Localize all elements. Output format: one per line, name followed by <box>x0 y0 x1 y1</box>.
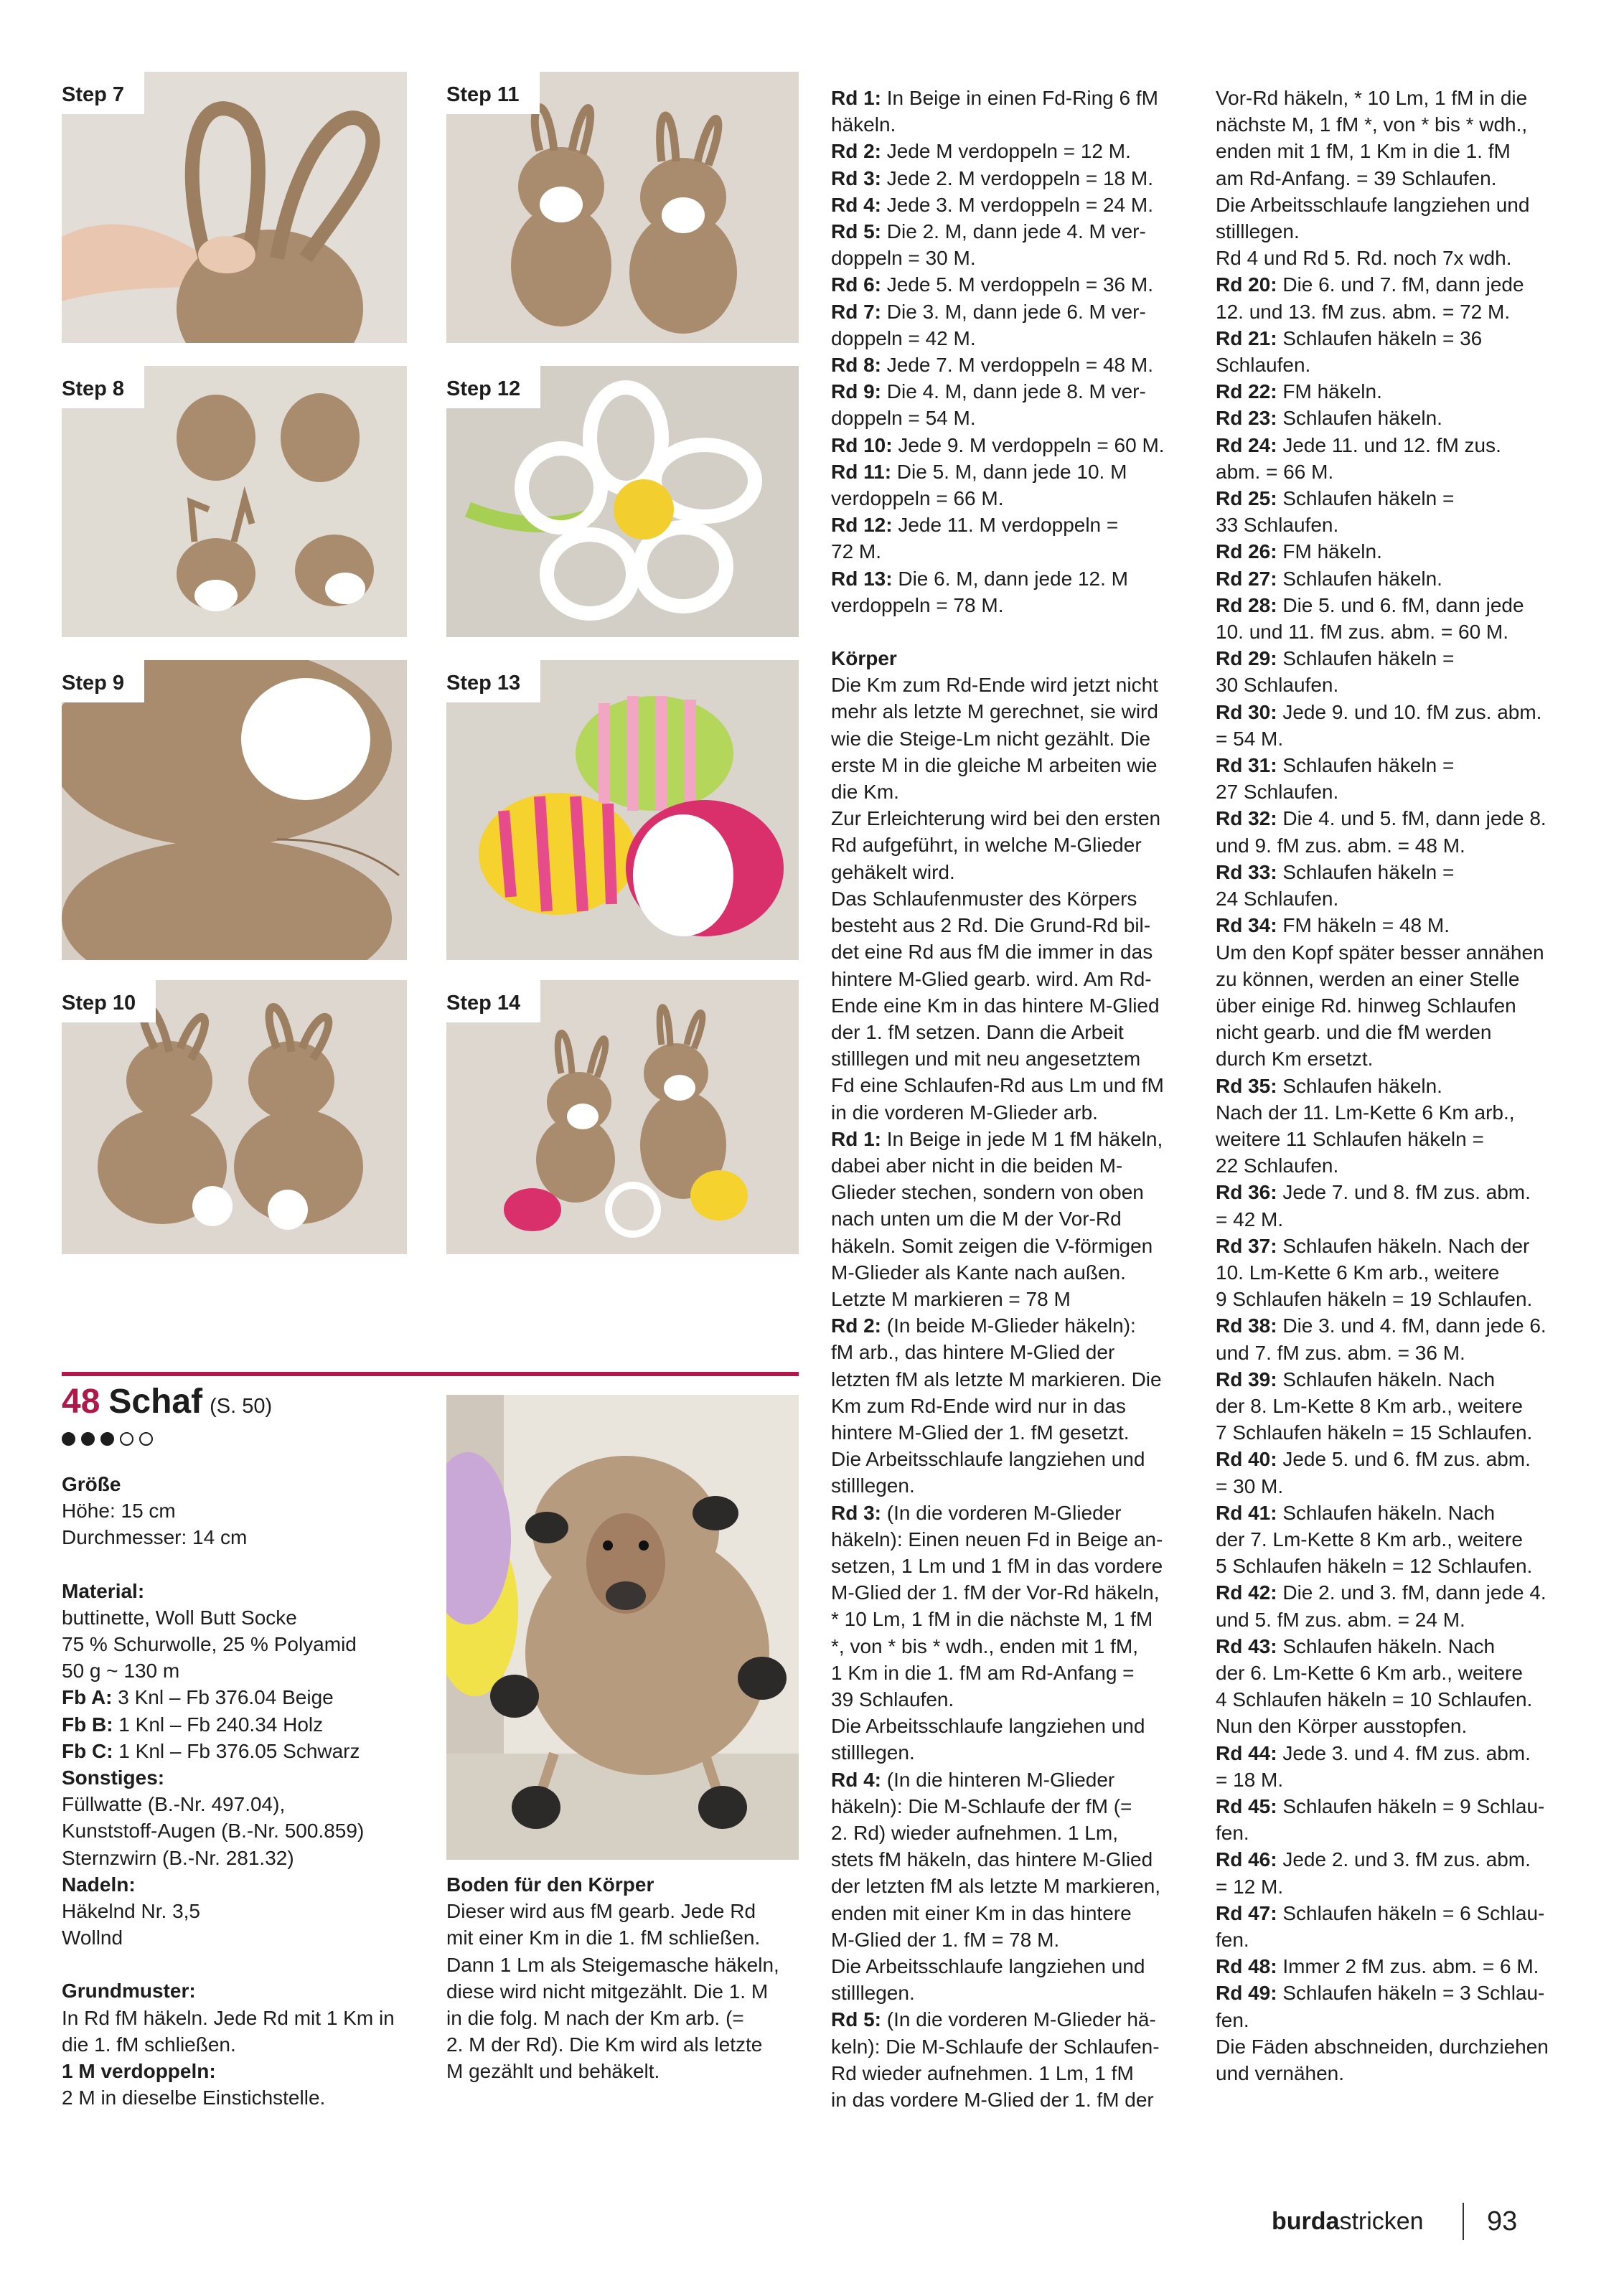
round-20-cont: 12. und 13. fM zus. abm. = 72 M. <box>1216 300 1511 323</box>
basic-pattern-line: die 1. fM schließen. <box>62 2033 236 2056</box>
round-39-cont: der 8. Lm-Kette 8 Km arb., weitere <box>1216 1394 1523 1417</box>
base-column <box>446 1871 820 2085</box>
body-line: erste M in die gleiche M arbeiten wie <box>831 753 1158 776</box>
base-line: in die folg. M nach der Km arb. (= <box>446 2007 744 2030</box>
body-line: Fd eine Schlaufen-Rd aus Lm und fM <box>831 1074 1164 1097</box>
body-round-1-cont: nach unten um die M der Vor-Rd <box>831 1208 1122 1231</box>
body-line: det eine Rd aus fM die immer in das <box>831 941 1153 964</box>
round-24: Rd 24: Jede 11. und 12. fM zus. <box>1216 433 1501 456</box>
photo-step-13 <box>446 660 799 960</box>
body-round-3-cont: *, von * bis * wdh., enden mit 1 fM, <box>831 1634 1138 1657</box>
instructions-column-2 <box>1216 85 1603 2086</box>
body-line: mehr als letzte M gerechnet, sie wird <box>831 700 1158 723</box>
round-22: Rd 22: FM häkeln. <box>1216 380 1382 403</box>
size-heading: Größe <box>62 1473 121 1495</box>
photo-step-11 <box>446 72 799 343</box>
round-24-cont: abm. = 66 M. <box>1216 460 1334 483</box>
basic-pattern-line: In Rd fM häkeln. Jede Rd mit 1 Km in <box>62 2006 395 2029</box>
round-38-cont: und 7. fM zus. abm. = 36 M. <box>1216 1341 1465 1364</box>
body-round-4-cont: stets fM häkeln, das hintere M-Glied <box>831 1848 1153 1871</box>
round-35-cont: Nach der 11. Lm-Kette 6 Km arb., <box>1216 1101 1515 1124</box>
body-round-3-cont: M-Glied der 1. fM der Vor-Rd häkeln, <box>831 1581 1160 1604</box>
body-round-5-cont: in das vordere M-Glied der 1. fM der <box>831 2089 1154 2112</box>
page-number: 93 <box>1487 2206 1518 2236</box>
round-37-cont: 10. Lm-Kette 6 Km arb., weitere <box>1216 1261 1500 1284</box>
round-41-cont: 5 Schlaufen häkeln = 12 Schlaufen. <box>1216 1555 1533 1578</box>
body-round-5-cont: keln): Die M-Schlaufe der Schlaufen- <box>831 2035 1160 2058</box>
round-36: Rd 36: Jede 7. und 8. fM zus. abm. <box>1216 1181 1531 1204</box>
cont-line: Rd 4 und Rd 5. Rd. noch 7x wdh. <box>1216 247 1512 270</box>
needles-heading: Nadeln: <box>62 1873 136 1896</box>
round-12-cont: 72 M. <box>831 540 882 563</box>
round-28-cont: 10. und 11. fM zus. abm. = 60 M. <box>1216 621 1509 644</box>
round-5-cont: doppeln = 30 M. <box>831 247 976 270</box>
round-12: Rd 12: Jede 11. M verdoppeln = <box>831 514 1119 537</box>
difficulty-dot-empty <box>120 1432 133 1446</box>
round-44-cont: = 18 M. <box>1216 1768 1284 1791</box>
round-49-cont: fen. <box>1216 2008 1249 2031</box>
color-a: Fb A: 3 Knl – Fb 376.04 Beige <box>62 1686 334 1709</box>
footer-divider <box>1463 2203 1464 2240</box>
body-heading: Körper <box>831 647 897 670</box>
round-26: Rd 26: FM häkeln. <box>1216 540 1382 563</box>
needles-line: Wollnd <box>62 1926 123 1949</box>
base-line: mit einer Km in die 1. fM schließen. <box>446 1926 761 1949</box>
step-8-label: Step 8 <box>62 366 144 408</box>
round-9-cont: doppeln = 54 M. <box>831 407 976 430</box>
step-11-label: Step 11 <box>446 72 540 114</box>
note-line: nicht gearb. und die fM werden <box>1216 1021 1492 1044</box>
cont-line: nächste M, 1 fM *, von * bis * wdh., <box>1216 113 1528 136</box>
round-30: Rd 30: Jede 9. und 10. fM zus. abm. <box>1216 700 1542 723</box>
material-heading: Material: <box>62 1579 145 1602</box>
body-line: gehäkelt wird. <box>831 860 955 883</box>
round-39: Rd 39: Schlaufen häkeln. Nach <box>1216 1368 1496 1391</box>
photo-sheep <box>446 1395 799 1860</box>
round-43-cont: Nun den Körper ausstopfen. <box>1216 1715 1468 1738</box>
round-27: Rd 27: Schlaufen häkeln. <box>1216 567 1442 590</box>
round-1-cont: häkeln. <box>831 113 896 136</box>
round-35-cont: 22 Schlaufen. <box>1216 1154 1339 1177</box>
note-line: durch Km ersetzt. <box>1216 1048 1374 1071</box>
size-diameter: Durchmesser: 14 cm <box>62 1526 248 1549</box>
round-41: Rd 41: Schlaufen häkeln. Nach <box>1216 1501 1496 1524</box>
round-42-cont: und 5. fM zus. abm. = 24 M. <box>1216 1608 1465 1631</box>
photo-step-14 <box>446 980 799 1254</box>
body-round-3-cont: * 10 Lm, 1 fM in die nächste M, 1 fM <box>831 1608 1153 1631</box>
round-39-cont: 7 Schlaufen häkeln = 15 Schlaufen. <box>1216 1421 1533 1444</box>
misc-line: Füllwatte (B.-Nr. 497.04), <box>62 1793 286 1816</box>
round-7: Rd 7: Die 3. M, dann jede 6. M ver- <box>831 300 1146 323</box>
section-rule <box>62 1372 799 1376</box>
body-line: Zur Erleichterung wird bei den ersten <box>831 807 1161 830</box>
step-14-label: Step 14 <box>446 980 540 1022</box>
round-23: Rd 23: Schlaufen häkeln. <box>1216 407 1442 430</box>
body-round-3-cont: Die Arbeitsschlaufe langziehen und <box>831 1715 1145 1738</box>
step-7-label: Step 7 <box>62 72 144 114</box>
round-37: Rd 37: Schlaufen häkeln. Nach der <box>1216 1234 1530 1257</box>
body-round-2-cont: hintere M-Glied der 1. fM gesetzt. <box>831 1421 1130 1444</box>
material-line: 75 % Schurwolle, 25 % Polyamid <box>62 1633 357 1656</box>
round-11: Rd 11: Die 5. M, dann jede 10. M <box>831 460 1127 483</box>
round-35-cont: weitere 11 Schlaufen häkeln = <box>1216 1127 1484 1150</box>
round-21-cont: Schlaufen. <box>1216 354 1311 377</box>
body-round-1-cont: Letzte M markieren = 78 M <box>831 1287 1071 1310</box>
increase-heading: 1 M verdoppeln: <box>62 2060 216 2083</box>
body-round-2-cont: Die Arbeitsschlaufe langziehen und <box>831 1448 1145 1471</box>
round-49: Rd 49: Schlaufen häkeln = 3 Schlau- <box>1216 1982 1545 2005</box>
body-round-4-cont: der letzten fM als letzte M markieren, <box>831 1875 1161 1898</box>
body-round-5: Rd 5: (In die vorderen M-Glieder hä- <box>831 2008 1156 2031</box>
needles-line: Häkelnd Nr. 3,5 <box>62 1900 200 1923</box>
body-round-2-cont: Km zum Rd-Ende wird nur in das <box>831 1394 1126 1417</box>
round-41-cont: der 7. Lm-Kette 8 Km arb., weitere <box>1216 1528 1523 1551</box>
round-21: Rd 21: Schlaufen häkeln = 36 <box>1216 326 1483 349</box>
round-10: Rd 10: Jede 9. M verdoppeln = 60 M. <box>831 433 1165 456</box>
body-round-3-cont: 39 Schlaufen. <box>831 1688 954 1711</box>
difficulty-rating <box>62 1432 159 1446</box>
body-line: Das Schlaufenmuster des Körpers <box>831 887 1137 910</box>
step-12-label: Step 12 <box>446 366 540 408</box>
body-round-1-cont: Glieder stechen, sondern von oben <box>831 1181 1144 1204</box>
body-round-4-cont: häkeln): Die M-Schlaufe der fM (= <box>831 1794 1132 1817</box>
round-31-cont: 27 Schlaufen. <box>1216 781 1339 804</box>
body-line: besteht aus 2 Rd. Die Grund-Rd bil- <box>831 914 1151 937</box>
round-29: Rd 29: Schlaufen häkeln = <box>1216 647 1455 670</box>
round-5: Rd 5: Die 2. M, dann jede 4. M ver- <box>831 220 1146 243</box>
round-43-cont: 4 Schlaufen häkeln = 10 Schlaufen. <box>1216 1688 1533 1711</box>
instructions-column-1 <box>831 85 1204 2113</box>
round-40: Rd 40: Jede 5. und 6. fM zus. abm. <box>1216 1448 1531 1471</box>
body-line: wie die Steige-Lm nicht gezählt. Die <box>831 727 1151 750</box>
body-round-4-cont: enden mit einer Km in das hintere <box>831 1901 1132 1924</box>
cont-line: am Rd-Anfang. = 39 Schlaufen. <box>1216 166 1497 189</box>
body-line: Ende eine Km in das hintere M-Glied <box>831 994 1160 1017</box>
round-48: Rd 48: Immer 2 fM zus. abm. = 6 M. <box>1216 1955 1539 1978</box>
body-round-4: Rd 4: (In die hinteren M-Glieder <box>831 1768 1115 1791</box>
round-43-cont: der 6. Lm-Kette 6 Km arb., weitere <box>1216 1661 1523 1684</box>
color-b: Fb B: 1 Knl – Fb 240.34 Holz <box>62 1713 324 1736</box>
cont-line: enden mit 1 fM, 1 Km in die 1. fM <box>1216 140 1511 163</box>
base-line: 2. M der Rd). Die Km wird als letzte <box>446 2033 763 2056</box>
material-line: buttinette, Woll Butt Socke <box>62 1606 297 1629</box>
round-33-cont: 24 Schlaufen. <box>1216 888 1339 911</box>
brand-logo: burdastricken <box>1272 2208 1424 2235</box>
body-round-4-cont: stilllegen. <box>831 1982 915 2005</box>
step-13-label: Step 13 <box>446 660 540 702</box>
round-47-cont: fen. <box>1216 1929 1249 1952</box>
body-round-3-cont: setzen, 1 Lm und 1 fM in das vordere <box>831 1554 1163 1577</box>
base-heading: Boden für den Körper <box>446 1873 654 1896</box>
round-45-cont: fen. <box>1216 1822 1249 1845</box>
body-round-1-cont: dabei aber nicht in die beiden M- <box>831 1154 1123 1177</box>
note-line: über einige Rd. hinweg Schlaufen <box>1216 994 1516 1017</box>
body-round-4-cont: M-Glied der 1. fM = 78 M. <box>831 1928 1060 1951</box>
body-round-4-cont: 2. Rd) wieder aufnehmen. 1 Lm, <box>831 1822 1118 1844</box>
crochet-sheep-image <box>446 1395 799 1860</box>
note-line: Um den Kopf später besser annähen <box>1216 941 1544 964</box>
round-46-cont: = 12 M. <box>1216 1875 1284 1898</box>
round-46: Rd 46: Jede 2. und 3. fM zus. abm. <box>1216 1848 1531 1871</box>
round-32: Rd 32: Die 4. und 5. fM, dann jede 8. <box>1216 807 1546 830</box>
body-round-2-cont: stilllegen. <box>831 1474 915 1497</box>
base-line: Dann 1 Lm als Steigemasche häkeln, <box>446 1953 779 1976</box>
round-40-cont: = 30 M. <box>1216 1474 1284 1497</box>
base-line: M gezählt und behäkelt. <box>446 2060 660 2083</box>
body-round-3: Rd 3: (In die vorderen M-Glieder <box>831 1501 1122 1524</box>
page-footer <box>1272 2206 1518 2236</box>
base-line: diese wird nicht mitgezählt. Die 1. M <box>446 1980 769 2003</box>
body-line: Die Km zum Rd-Ende wird jetzt nicht <box>831 674 1158 697</box>
body-line: in die vorderen M-Glieder arb. <box>831 1101 1098 1124</box>
misc-line: Sternzwirn (B.-Nr. 281.32) <box>62 1846 294 1869</box>
round-38: Rd 38: Die 3. und 4. fM, dann jede 6. <box>1216 1314 1546 1337</box>
photo-step-9 <box>62 660 407 960</box>
round-37-cont: 9 Schlaufen häkeln = 19 Schlaufen. <box>1216 1288 1533 1311</box>
body-line: der 1. fM setzen. Dann die Arbeit <box>831 1020 1124 1043</box>
body-round-3-cont: stilllegen. <box>831 1741 915 1764</box>
note-line: zu können, werden an einer Stelle <box>1216 967 1520 990</box>
difficulty-dot-filled <box>100 1432 114 1446</box>
base-line: Dieser wird aus fM gearb. Jede Rd <box>446 1900 756 1923</box>
body-round-2-cont: fM arb., das hintere M-Glied der <box>831 1341 1115 1364</box>
round-28: Rd 28: Die 5. und 6. fM, dann jede <box>1216 593 1524 616</box>
round-44: Rd 44: Jede 3. und 4. fM zus. abm. <box>1216 1741 1531 1764</box>
round-13-cont: verdoppeln = 78 M. <box>831 593 1004 616</box>
materials-column <box>62 1471 435 2111</box>
round-43: Rd 43: Schlaufen häkeln. Nach <box>1216 1634 1496 1657</box>
body-round-4-cont: Die Arbeitsschlaufe langziehen und <box>831 1955 1145 1978</box>
round-6: Rd 6: Jede 5. M verdoppeln = 36 M. <box>831 273 1153 296</box>
body-line: hintere M-Glied gearb. wird. Am Rd- <box>831 967 1152 990</box>
body-round-1-cont: M-Glieder als Kante nach außen. <box>831 1261 1126 1284</box>
round-1: Rd 1: In Beige in einen Fd-Ring 6 fM <box>831 87 1158 109</box>
cont-line: stilllegen. <box>1216 220 1300 243</box>
pattern-name: Schaf <box>108 1383 203 1421</box>
round-8: Rd 8: Jede 7. M verdoppeln = 48 M. <box>831 354 1153 377</box>
pattern-number: 48 <box>62 1383 100 1421</box>
round-33: Rd 33: Schlaufen häkeln = <box>1216 860 1455 883</box>
round-47: Rd 47: Schlaufen häkeln = 6 Schlau- <box>1216 1901 1545 1924</box>
round-45: Rd 45: Schlaufen häkeln = 9 Schlau- <box>1216 1795 1545 1817</box>
round-30-cont: = 54 M. <box>1216 727 1284 750</box>
basic-pattern-heading: Grundmuster: <box>62 1980 196 2003</box>
round-34: Rd 34: FM häkeln = 48 M. <box>1216 914 1450 937</box>
difficulty-dot-empty <box>139 1432 153 1446</box>
difficulty-dot-filled <box>62 1432 75 1446</box>
body-round-3-cont: 1 Km in die 1. fM am Rd-Anfang = <box>831 1661 1135 1684</box>
photo-step-8 <box>62 366 407 637</box>
body-line: stilllegen und mit neu angesetztem <box>831 1048 1141 1071</box>
round-4: Rd 4: Jede 3. M verdoppeln = 24 M. <box>831 193 1153 216</box>
round-42: Rd 42: Die 2. und 3. fM, dann jede 4. <box>1216 1581 1546 1604</box>
round-35: Rd 35: Schlaufen häkeln. <box>1216 1074 1442 1097</box>
round-11-cont: verdoppeln = 66 M. <box>831 487 1004 510</box>
cont-line: Vor-Rd häkeln, * 10 Lm, 1 fM in die <box>1216 87 1528 109</box>
material-line: 50 g ~ 130 m <box>62 1660 180 1683</box>
color-c: Fb C: 1 Knl – Fb 376.05 Schwarz <box>62 1739 360 1762</box>
round-7-cont: doppeln = 42 M. <box>831 326 976 349</box>
striped-eggs-image <box>446 660 799 960</box>
finish-line: und vernähen. <box>1216 2062 1345 2085</box>
round-36-cont: = 42 M. <box>1216 1208 1284 1231</box>
bunny-tail-sewing-image <box>62 660 407 960</box>
body-round-1: Rd 1: In Beige in jede M 1 fM häkeln, <box>831 1127 1163 1150</box>
round-20: Rd 20: Die 6. und 7. fM, dann jede <box>1216 273 1524 296</box>
body-round-3-cont: häkeln): Einen neuen Fd in Beige an- <box>831 1528 1163 1551</box>
finish-line: Die Fäden abschneiden, durchziehen <box>1216 2035 1549 2058</box>
body-line: Rd aufgeführt, in welche M-Glieder <box>831 834 1142 857</box>
pattern-page-ref: (S. 50) <box>210 1395 273 1418</box>
body-round-5-cont: Rd wieder aufnehmen. 1 Lm, 1 fM <box>831 2061 1134 2084</box>
round-9: Rd 9: Die 4. M, dann jede 8. M ver- <box>831 380 1146 403</box>
round-31: Rd 31: Schlaufen häkeln = <box>1216 754 1455 777</box>
difficulty-dot-filled <box>81 1432 95 1446</box>
increase-line: 2 M in dieselbe Einstichstelle. <box>62 2086 326 2109</box>
round-25-cont: 33 Schlaufen. <box>1216 514 1339 537</box>
size-height: Höhe: 15 cm <box>62 1500 176 1523</box>
round-25: Rd 25: Schlaufen häkeln = <box>1216 487 1455 510</box>
body-line: die Km. <box>831 781 899 804</box>
body-round-2-cont: letzten fM als letzte M markieren. Die <box>831 1368 1162 1391</box>
round-2: Rd 2: Jede M verdoppeln = 12 M. <box>831 140 1131 163</box>
photo-step-12 <box>446 366 799 637</box>
misc-heading: Sonstiges: <box>62 1766 165 1789</box>
round-32-cont: und 9. fM zus. abm. = 48 M. <box>1216 834 1465 857</box>
round-29-cont: 30 Schlaufen. <box>1216 674 1339 697</box>
pattern-title <box>62 1383 272 1425</box>
round-3: Rd 3: Jede 2. M verdoppeln = 18 M. <box>831 166 1153 189</box>
misc-line: Kunststoff-Augen (B.-Nr. 500.859) <box>62 1820 365 1843</box>
photo-step-10 <box>62 980 407 1254</box>
photo-step-7 <box>62 72 407 343</box>
body-round-1-cont: häkeln. Somit zeigen die V-förmigen <box>831 1234 1153 1257</box>
step-10-label: Step 10 <box>62 980 156 1022</box>
cont-line: Die Arbeitsschlaufe langziehen und <box>1216 193 1530 216</box>
step-9-label: Step 9 <box>62 660 144 702</box>
body-round-2: Rd 2: (In beide M-Glieder häkeln): <box>831 1314 1136 1337</box>
round-13: Rd 13: Die 6. M, dann jede 12. M <box>831 567 1128 590</box>
